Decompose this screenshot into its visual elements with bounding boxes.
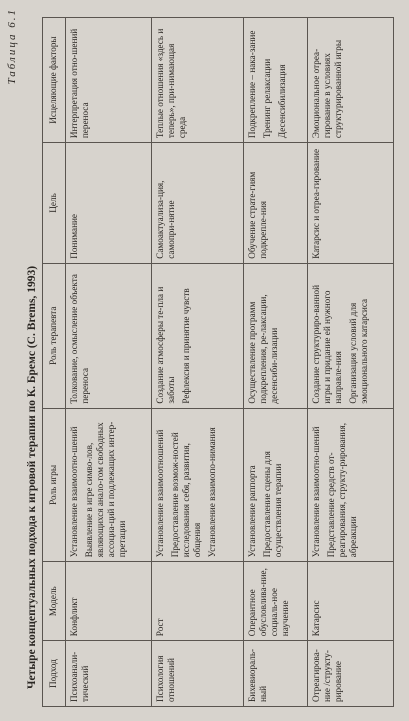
cell-line: Самоактуализа-ция, самопри-нятие — [155, 180, 177, 259]
cell-line: Осуществление программ подкрепления, ре-лаксации, десенсиби-лизации — [246, 294, 279, 404]
cell-line: Установление взаимопо-нимания — [207, 427, 218, 558]
header-approach: Подход — [43, 641, 66, 707]
cell-model: Катарсис — [307, 562, 393, 641]
cell-play-role — [307, 408, 393, 562]
cell-line: Тренинг релаксации — [261, 58, 272, 139]
cell-line: Теплые отношения «здесь и теперь», при-нимающая среда — [155, 28, 188, 139]
header-play-role: Роль игры — [43, 408, 66, 562]
cell-line: Катарсис и отреа-гирование — [310, 148, 321, 259]
cell-line: Эмоциональное отреа-гирование в условиях структурированной игры — [310, 39, 343, 139]
cell-line: Создание структуриро-ванной игры и придание ей нужного направле-ния — [310, 284, 343, 404]
cell-healing — [243, 18, 307, 143]
cell-line: Рефлексия и принятие чувств — [181, 288, 192, 404]
table-row — [152, 18, 243, 707]
cell-healing — [307, 18, 393, 143]
cell-line: Предоставление сцены для осуществления терапии — [261, 451, 283, 558]
cell-line: Организация условий для эмоционального катарсиса — [347, 298, 369, 404]
cell-model: Оперантное обусловлива-ние, социаль-ное научение — [243, 562, 307, 641]
cell-model: Рост — [152, 562, 243, 641]
cell-goal — [243, 143, 307, 264]
cell-goal — [152, 143, 243, 264]
table-number-label: Таблица 6.1 — [6, 8, 18, 85]
cell-line: Представление средств от-реагирования, структу-рирования, абреакции — [325, 423, 358, 558]
header-model: Модель — [43, 562, 66, 641]
cell-line: Предоставление возмож-ностей исследования себя, развития, общения — [170, 432, 203, 558]
cell-play-role — [243, 408, 307, 562]
cell-approach: Психология отношений — [152, 641, 243, 707]
approaches-table — [42, 17, 394, 707]
header-therapist-role: Роль терапевта — [43, 263, 66, 408]
cell-healing — [66, 18, 152, 143]
cell-play-role — [66, 408, 152, 562]
cell-line: Установление взаимоотношений — [155, 429, 166, 558]
cell-therapist-role — [307, 263, 393, 408]
header-goal: Цель — [43, 143, 66, 264]
cell-line: Установление раппорта — [246, 465, 257, 558]
cell-line: Интерпретация отно-шений переноса — [69, 28, 91, 139]
cell-goal — [307, 143, 393, 264]
cell-line: Установление взаимоотно-шений — [310, 426, 321, 558]
cell-therapist-role — [243, 263, 307, 408]
table-caption: Четыре концептуальных подхода к игровой терапии по К. Бремс (C. Brems, 1993) — [26, 265, 38, 689]
cell-goal — [66, 143, 152, 264]
cell-line: Создание атмосферы те-пла и заботы — [155, 286, 177, 404]
header-healing-factors: Исцеляющие факторы — [43, 18, 66, 143]
cell-line: Толкование, осмысление объекта переноса — [69, 273, 91, 404]
cell-approach: Отреагирова-ние /структу-рирование — [307, 641, 393, 707]
cell-line: Десенсибилизация — [276, 64, 287, 139]
cell-line: Подкрепление – нака-зание — [246, 30, 257, 139]
cell-model: Конфликт — [66, 562, 152, 641]
cell-line: Обучение страте-гиям подкрепле-ния — [246, 171, 268, 259]
cell-line: Выявление в игре симво-лов, являющихся анало-гом свободных ассоциа-ций и подлежащих интер-претации — [84, 421, 128, 558]
cell-play-role — [152, 408, 243, 562]
cell-healing — [152, 18, 243, 143]
table-row — [243, 18, 307, 707]
cell-therapist-role — [152, 263, 243, 408]
cell-approach: Психоанали-тический — [66, 641, 152, 707]
cell-approach: Бихевиораль-ный — [243, 641, 307, 707]
table-row — [66, 18, 152, 707]
cell-line: Понимание — [69, 213, 79, 259]
cell-therapist-role — [66, 263, 152, 408]
table-row — [307, 18, 393, 707]
header-row — [43, 18, 66, 707]
cell-line: Установление взаимоотно-шений — [69, 426, 79, 558]
